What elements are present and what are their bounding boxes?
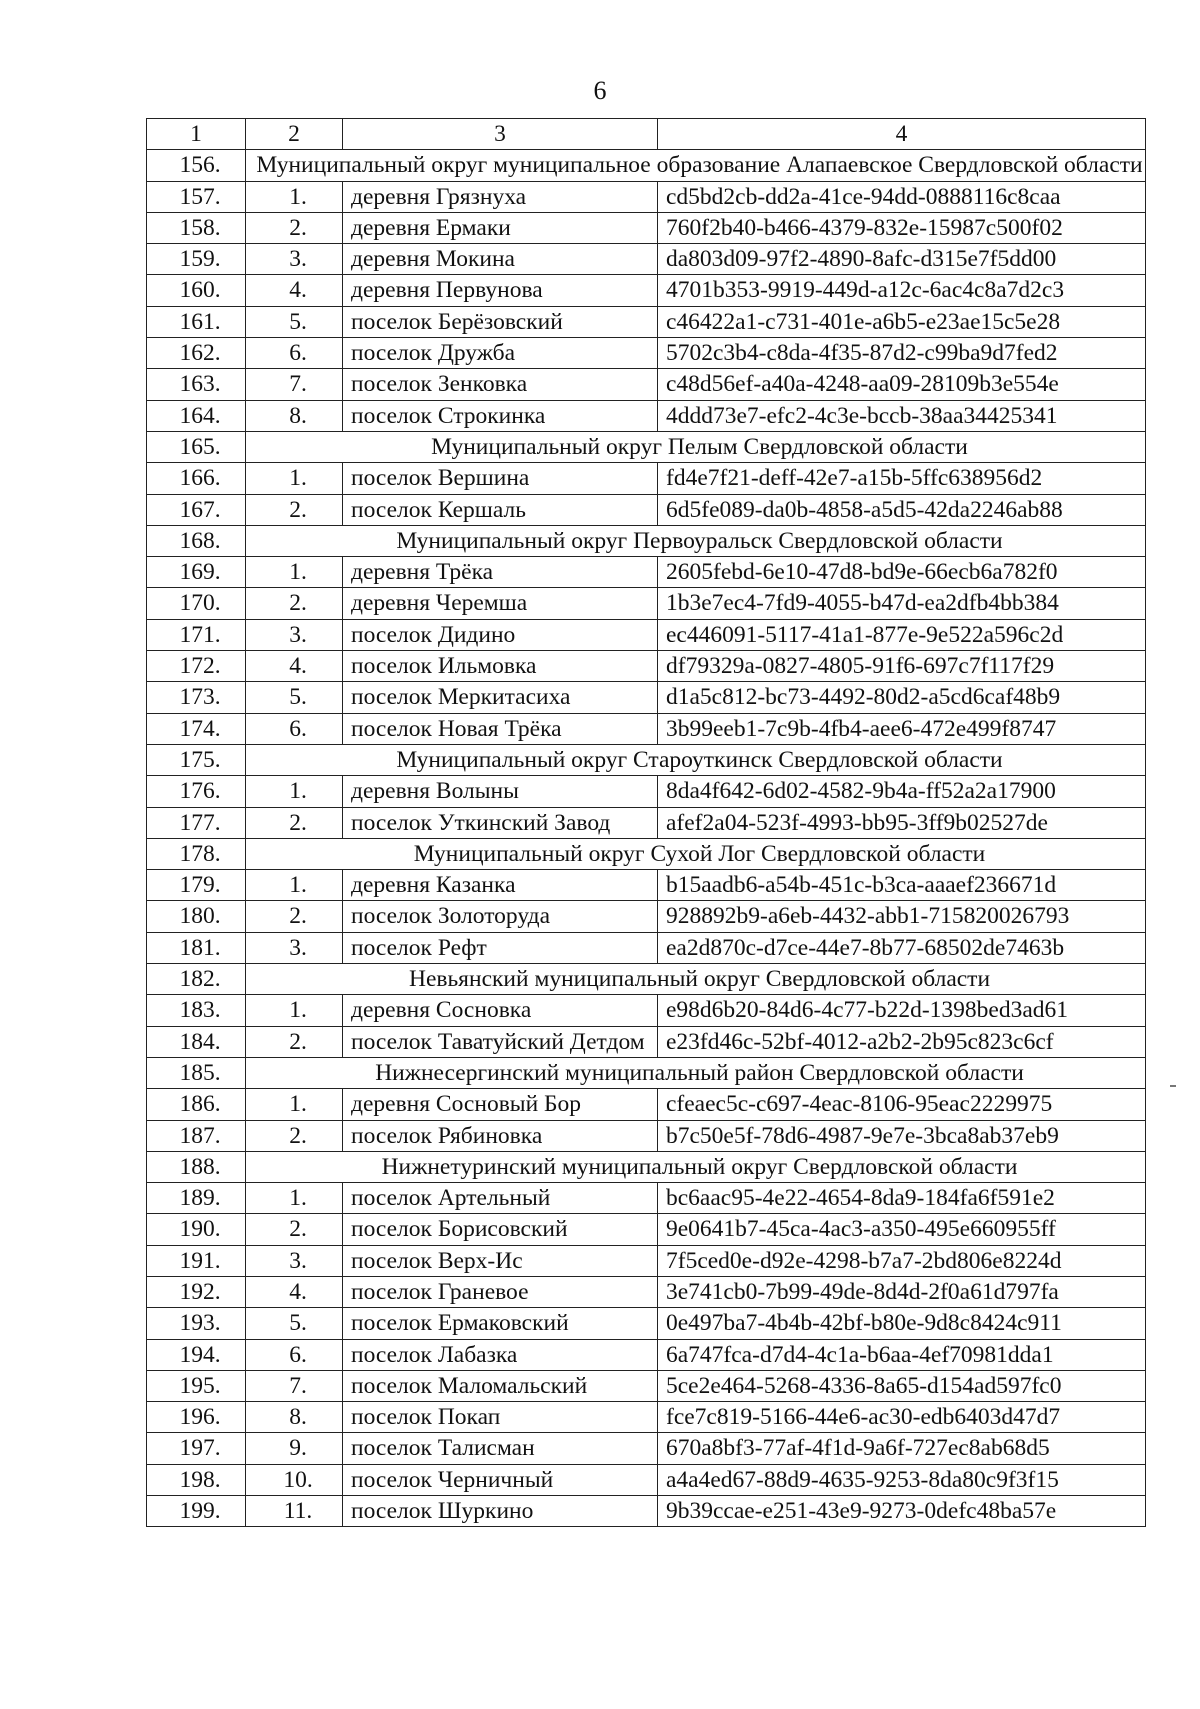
table-row bbox=[147, 588, 1146, 619]
row-number: 193. bbox=[147, 1308, 246, 1339]
row-number: 196. bbox=[147, 1402, 246, 1433]
settlement-guid: b7c50e5f-78d6-4987-9e7e-3bca8ab37eb9 bbox=[658, 1120, 1146, 1151]
municipality-title: Муниципальный округ Первоуральск Свердловской области bbox=[246, 525, 1146, 556]
settlement-name: поселок Рефт bbox=[343, 932, 658, 963]
table-row bbox=[147, 807, 1146, 838]
settlement-guid: a4a4ed67-88d9-4635-9253-8da80c9f3f15 bbox=[658, 1464, 1146, 1495]
settlement-guid: 9b39ccae-e251-43e9-9273-0defc48ba57e bbox=[658, 1496, 1146, 1527]
settlement-name: деревня Трёка bbox=[343, 557, 658, 588]
table-row bbox=[147, 306, 1146, 337]
settlement-name: поселок Верх-Ис bbox=[343, 1245, 658, 1276]
settlement-name: поселок Уткинский Завод bbox=[343, 807, 658, 838]
sub-number: 1. bbox=[246, 1183, 343, 1214]
settlement-guid: bc6aac95-4e22-4654-8da9-184fa6f591e2 bbox=[658, 1183, 1146, 1214]
row-number: 173. bbox=[147, 682, 246, 713]
row-number: 158. bbox=[147, 212, 246, 243]
row-number: 166. bbox=[147, 463, 246, 494]
sub-number: 6. bbox=[246, 713, 343, 744]
group-row bbox=[147, 525, 1146, 556]
settlement-name: поселок Шуркино bbox=[343, 1496, 658, 1527]
sub-number: 7. bbox=[246, 369, 343, 400]
settlement-name: поселок Маломальский bbox=[343, 1370, 658, 1401]
settlement-guid: da803d09-97f2-4890-8afc-d315e7f5dd00 bbox=[658, 244, 1146, 275]
sub-number: 1. bbox=[246, 181, 343, 212]
settlement-name: поселок Лабазка bbox=[343, 1339, 658, 1370]
settlement-name: поселок Новая Трёка bbox=[343, 713, 658, 744]
row-number: 177. bbox=[147, 807, 246, 838]
municipality-title: Нижнетуринский муниципальный округ Свердловской области bbox=[246, 1151, 1146, 1182]
row-number: 168. bbox=[147, 525, 246, 556]
table-row bbox=[147, 776, 1146, 807]
table-row bbox=[147, 1183, 1146, 1214]
sub-number: 6. bbox=[246, 338, 343, 369]
row-number: 182. bbox=[147, 964, 246, 995]
table-row bbox=[147, 1214, 1146, 1245]
row-number: 183. bbox=[147, 995, 246, 1026]
sub-number: 2. bbox=[246, 1026, 343, 1057]
settlement-name: поселок Покап bbox=[343, 1402, 658, 1433]
sub-number: 1. bbox=[246, 870, 343, 901]
sub-number: 2. bbox=[246, 494, 343, 525]
table-row bbox=[147, 1464, 1146, 1495]
sub-number: 3. bbox=[246, 619, 343, 650]
table-row bbox=[147, 1120, 1146, 1151]
row-number: 194. bbox=[147, 1339, 246, 1370]
sub-number: 1. bbox=[246, 776, 343, 807]
row-number: 170. bbox=[147, 588, 246, 619]
municipality-title: Муниципальный округ Сухой Лог Свердловской области bbox=[246, 838, 1146, 869]
settlement-name: поселок Артельный bbox=[343, 1183, 658, 1214]
settlement-guid: 8da4f642-6d02-4582-9b4a-ff52a2a17900 bbox=[658, 776, 1146, 807]
settlement-name: поселок Строкинка bbox=[343, 400, 658, 431]
row-number: 163. bbox=[147, 369, 246, 400]
group-row bbox=[147, 431, 1146, 462]
settlements-table bbox=[146, 118, 1146, 1527]
settlement-name: деревня Казанка bbox=[343, 870, 658, 901]
table-row bbox=[147, 338, 1146, 369]
sub-number: 2. bbox=[246, 1120, 343, 1151]
settlement-guid: df79329a-0827-4805-91f6-697c7f117f29 bbox=[658, 651, 1146, 682]
settlement-name: деревня Ермаки bbox=[343, 212, 658, 243]
sub-number: 11. bbox=[246, 1496, 343, 1527]
municipality-title: Муниципальный округ муниципальное образование Алапаевское Свердловской области bbox=[246, 150, 1146, 181]
table-row bbox=[147, 275, 1146, 306]
settlement-guid: fd4e7f21-deff-42e7-a15b-5ffc638956d2 bbox=[658, 463, 1146, 494]
table-row bbox=[147, 1370, 1146, 1401]
settlement-name: поселок Талисман bbox=[343, 1433, 658, 1464]
settlement-guid: 4701b353-9919-449d-a12c-6ac4c8a7d2c3 bbox=[658, 275, 1146, 306]
header-cell-1: 1 bbox=[147, 119, 246, 150]
table-row bbox=[147, 1245, 1146, 1276]
row-number: 174. bbox=[147, 713, 246, 744]
table-row bbox=[147, 932, 1146, 963]
settlement-name: поселок Ермаковский bbox=[343, 1308, 658, 1339]
settlement-name: поселок Ильмовка bbox=[343, 651, 658, 682]
row-number: 162. bbox=[147, 338, 246, 369]
table-row bbox=[147, 557, 1146, 588]
row-number: 172. bbox=[147, 651, 246, 682]
sub-number: 3. bbox=[246, 932, 343, 963]
sub-number: 5. bbox=[246, 306, 343, 337]
settlement-name: деревня Черемша bbox=[343, 588, 658, 619]
row-number: 175. bbox=[147, 744, 246, 775]
table-row bbox=[147, 463, 1146, 494]
table-row bbox=[147, 494, 1146, 525]
settlement-guid: afef2a04-523f-4993-bb95-3ff9b02527de bbox=[658, 807, 1146, 838]
header-cell-4: 4 bbox=[658, 119, 1146, 150]
settlement-guid: 3e741cb0-7b99-49de-8d4d-2f0a61d797fa bbox=[658, 1276, 1146, 1307]
settlement-guid: 6a747fca-d7d4-4c1a-b6aa-4ef70981dda1 bbox=[658, 1339, 1146, 1370]
sub-number: 2. bbox=[246, 901, 343, 932]
row-number: 184. bbox=[147, 1026, 246, 1057]
settlement-guid: c48d56ef-a40a-4248-aa09-28109b3e554e bbox=[658, 369, 1146, 400]
table-row bbox=[147, 995, 1146, 1026]
settlement-guid: 9e0641b7-45ca-4ac3-a350-495e660955ff bbox=[658, 1214, 1146, 1245]
settlement-guid: 5ce2e464-5268-4336-8a65-d154ad597fc0 bbox=[658, 1370, 1146, 1401]
table-row bbox=[147, 1276, 1146, 1307]
settlement-name: деревня Сосновый Бор bbox=[343, 1089, 658, 1120]
settlement-guid: d1a5c812-bc73-4492-80d2-a5cd6caf48b9 bbox=[658, 682, 1146, 713]
sub-number: 1. bbox=[246, 463, 343, 494]
row-number: 199. bbox=[147, 1496, 246, 1527]
table-row bbox=[147, 651, 1146, 682]
municipality-title: Муниципальный округ Пелым Свердловской области bbox=[246, 431, 1146, 462]
table-row bbox=[147, 713, 1146, 744]
row-number: 178. bbox=[147, 838, 246, 869]
table-row bbox=[147, 212, 1146, 243]
settlement-name: поселок Зенковка bbox=[343, 369, 658, 400]
row-number: 192. bbox=[147, 1276, 246, 1307]
settlement-guid: ec446091-5117-41a1-877e-9e522a596c2d bbox=[658, 619, 1146, 650]
settlement-name: деревня Мокина bbox=[343, 244, 658, 275]
row-number: 179. bbox=[147, 870, 246, 901]
municipality-title: Невьянский муниципальный округ Свердловской области bbox=[246, 964, 1146, 995]
row-number: 191. bbox=[147, 1245, 246, 1276]
settlement-name: деревня Волыны bbox=[343, 776, 658, 807]
settlement-name: поселок Борисовский bbox=[343, 1214, 658, 1245]
settlement-name: поселок Рябиновка bbox=[343, 1120, 658, 1151]
settlement-name: поселок Таватуйский Детдом bbox=[343, 1026, 658, 1057]
settlement-guid: 0e497ba7-4b4b-42bf-b80e-9d8c8424c911 bbox=[658, 1308, 1146, 1339]
sub-number: 1. bbox=[246, 1089, 343, 1120]
settlement-guid: b15aadb6-a54b-451c-b3ca-aaaef236671d bbox=[658, 870, 1146, 901]
table-row bbox=[147, 682, 1146, 713]
municipality-title: Муниципальный округ Староуткинск Свердловской области bbox=[246, 744, 1146, 775]
row-number: 161. bbox=[147, 306, 246, 337]
settlement-name: поселок Дружба bbox=[343, 338, 658, 369]
row-number: 181. bbox=[147, 932, 246, 963]
group-row bbox=[147, 838, 1146, 869]
group-row bbox=[147, 964, 1146, 995]
settlement-guid: 7f5ced0e-d92e-4298-b7a7-2bd806e8224d bbox=[658, 1245, 1146, 1276]
settlement-name: поселок Вершина bbox=[343, 463, 658, 494]
settlement-guid: 6d5fe089-da0b-4858-a5d5-42da2246ab88 bbox=[658, 494, 1146, 525]
row-number: 176. bbox=[147, 776, 246, 807]
settlement-guid: 3b99eeb1-7c9b-4fb4-aee6-472e499f8747 bbox=[658, 713, 1146, 744]
table-row bbox=[147, 1402, 1146, 1433]
table-row bbox=[147, 1496, 1146, 1527]
settlement-name: поселок Кершаль bbox=[343, 494, 658, 525]
table-header-row bbox=[147, 119, 1146, 150]
settlement-guid: c46422a1-c731-401e-a6b5-e23ae15c5e28 bbox=[658, 306, 1146, 337]
row-number: 180. bbox=[147, 901, 246, 932]
table-row bbox=[147, 1089, 1146, 1120]
sub-number: 4. bbox=[246, 1276, 343, 1307]
row-number: 197. bbox=[147, 1433, 246, 1464]
sub-number: 5. bbox=[246, 682, 343, 713]
row-number: 157. bbox=[147, 181, 246, 212]
settlement-name: поселок Берёзовский bbox=[343, 306, 658, 337]
row-number: 186. bbox=[147, 1089, 246, 1120]
group-row bbox=[147, 150, 1146, 181]
settlement-name: деревня Первунова bbox=[343, 275, 658, 306]
settlement-name: поселок Меркитасиха bbox=[343, 682, 658, 713]
sub-number: 4. bbox=[246, 275, 343, 306]
table-row bbox=[147, 1339, 1146, 1370]
settlement-name: поселок Дидино bbox=[343, 619, 658, 650]
settlement-guid: cfeaec5c-c697-4eac-8106-95eac2229975 bbox=[658, 1089, 1146, 1120]
scan-artifact bbox=[1170, 1085, 1176, 1087]
row-number: 188. bbox=[147, 1151, 246, 1182]
sub-number: 3. bbox=[246, 244, 343, 275]
settlement-name: поселок Граневое bbox=[343, 1276, 658, 1307]
sub-number: 7. bbox=[246, 1370, 343, 1401]
settlement-guid: ea2d870c-d7ce-44e7-8b77-68502de7463b bbox=[658, 932, 1146, 963]
sub-number: 8. bbox=[246, 400, 343, 431]
settlement-guid: cd5bd2cb-dd2a-41ce-94dd-0888116c8caa bbox=[658, 181, 1146, 212]
sub-number: 4. bbox=[246, 651, 343, 682]
table-row bbox=[147, 181, 1146, 212]
settlement-guid: 2605febd-6e10-47d8-bd9e-66ecb6a782f0 bbox=[658, 557, 1146, 588]
table-row bbox=[147, 1308, 1146, 1339]
header-cell-2: 2 bbox=[246, 119, 343, 150]
header-cell-3: 3 bbox=[343, 119, 658, 150]
settlement-name: поселок Черничный bbox=[343, 1464, 658, 1495]
settlement-guid: 760f2b40-b466-4379-832e-15987c500f02 bbox=[658, 212, 1146, 243]
row-number: 171. bbox=[147, 619, 246, 650]
settlement-guid: 5702c3b4-c8da-4f35-87d2-c99ba9d7fed2 bbox=[658, 338, 1146, 369]
settlement-guid: 928892b9-a6eb-4432-abb1-715820026793 bbox=[658, 901, 1146, 932]
table-row bbox=[147, 901, 1146, 932]
settlement-name: деревня Грязнуха bbox=[343, 181, 658, 212]
row-number: 185. bbox=[147, 1057, 246, 1088]
sub-number: 2. bbox=[246, 588, 343, 619]
row-number: 164. bbox=[147, 400, 246, 431]
group-row bbox=[147, 1057, 1146, 1088]
sub-number: 8. bbox=[246, 1402, 343, 1433]
sub-number: 1. bbox=[246, 995, 343, 1026]
table-row bbox=[147, 244, 1146, 275]
row-number: 160. bbox=[147, 275, 246, 306]
municipality-title: Нижнесергинский муниципальный район Свердловской области bbox=[246, 1057, 1146, 1088]
row-number: 195. bbox=[147, 1370, 246, 1401]
settlement-name: поселок Золоторуда bbox=[343, 901, 658, 932]
sub-number: 2. bbox=[246, 1214, 343, 1245]
row-number: 159. bbox=[147, 244, 246, 275]
table-row bbox=[147, 1026, 1146, 1057]
sub-number: 2. bbox=[246, 212, 343, 243]
settlement-guid: e98d6b20-84d6-4c77-b22d-1398bed3ad61 bbox=[658, 995, 1146, 1026]
group-row bbox=[147, 1151, 1146, 1182]
sub-number: 10. bbox=[246, 1464, 343, 1495]
group-row bbox=[147, 744, 1146, 775]
row-number: 167. bbox=[147, 494, 246, 525]
settlement-guid: 670a8bf3-77af-4f1d-9a6f-727ec8ab68d5 bbox=[658, 1433, 1146, 1464]
table-row bbox=[147, 400, 1146, 431]
sub-number: 5. bbox=[246, 1308, 343, 1339]
row-number: 190. bbox=[147, 1214, 246, 1245]
table-row bbox=[147, 870, 1146, 901]
row-number: 189. bbox=[147, 1183, 246, 1214]
settlement-guid: e23fd46c-52bf-4012-a2b2-2b95c823c6cf bbox=[658, 1026, 1146, 1057]
sub-number: 6. bbox=[246, 1339, 343, 1370]
row-number: 187. bbox=[147, 1120, 246, 1151]
sub-number: 3. bbox=[246, 1245, 343, 1276]
row-number: 169. bbox=[147, 557, 246, 588]
sub-number: 9. bbox=[246, 1433, 343, 1464]
settlement-name: деревня Сосновка bbox=[343, 995, 658, 1026]
table-row bbox=[147, 369, 1146, 400]
page-number: 6 bbox=[593, 76, 607, 105]
row-number: 165. bbox=[147, 431, 246, 462]
sub-number: 2. bbox=[246, 807, 343, 838]
settlement-guid: 4ddd73e7-efc2-4c3e-bccb-38aa34425341 bbox=[658, 400, 1146, 431]
settlement-guid: 1b3e7ec4-7fd9-4055-b47d-ea2dfb4bb384 bbox=[658, 588, 1146, 619]
table-row bbox=[147, 1433, 1146, 1464]
row-number: 156. bbox=[147, 150, 246, 181]
row-number: 198. bbox=[147, 1464, 246, 1495]
sub-number: 1. bbox=[246, 557, 343, 588]
table-row bbox=[147, 619, 1146, 650]
settlement-guid: fce7c819-5166-44e6-ac30-edb6403d47d7 bbox=[658, 1402, 1146, 1433]
